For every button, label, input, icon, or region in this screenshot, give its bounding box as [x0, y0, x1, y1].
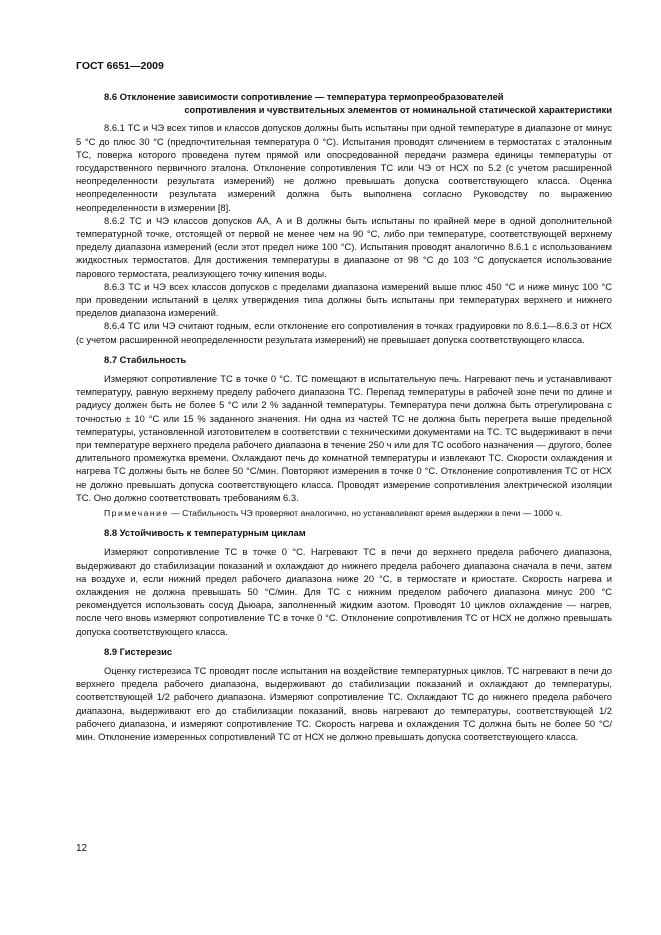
section-8-7-title: 8.7 Стабильность — [104, 353, 187, 365]
paragraph-8-6-3: 8.6.3 ТС и ЧЭ всех классов допусков с пределами диапазона измерений выше плюс 450 °С и ниже минус 100 °С при проведении испытаний в целях утверждения типа должны быть испытаны при температурах верхнего и нижнего пределов диапазона измерений. — [76, 280, 612, 319]
section-8-6-title-line-2: сопротивления и чувствительных элементов от номинальной статической характеристики — [184, 104, 612, 116]
note-8-7 — [76, 507, 612, 519]
paragraph-8-7: Измеряют сопротивление ТС в точке 0 °С. ТС помещают в испытательную печь. Нагревают печь и устанавливают температуру, равную верхнему пределу рабочего диапазона ТС. Перепад температуры в рабочей зоне печи по длине и радиусу должен быть не более 5 °С или 2 % заданной температуры. Температура печи должна быть отрегулирована с точностью ± 10 °С или 15 % заданного значения. Ни одна из частей ТС не должна быть перегрета выше предельной температуры, установленной изготовителем в соответствии с техническими документами на ТС. ТС выдерживают в печи при температуре верхнего предела рабочего диапазона в течение 250 ч или для ТС особого назначения — другого, более длительного промежутка времени. Охлаждают печь до комнатной температуры и извлекают ТС. Скорости охлаждения и нагрева ТС должны быть не более 50 °С/мин. Повторяют измерения в точке 0 °С. Отклонение сопротивления ТС от НСХ не должно превышать допуска соответствующего класса. Проводят измерение сопротивления электрической изоляции ТС. Оно должно соответствовать требованиям 6.3. — [76, 373, 612, 503]
paragraph-8-6-1: 8.6.1 ТС и ЧЭ всех типов и классов допусков должны быть испытаны при одной температуре в диапазоне от минус 5 °С до плюс 30 °С (предпочтительная температура 0 °С). Испытания проводят сличением в термостатах с эталонным ТС, поверка которого проведена путем прямой или опосредованной передачи размера единицы температуры от государственного первичного эталона. Отклонение сопротивления ТС или ЧЭ от НСХ по 5.2 (с учетом расширенной неопределенности результата измерений) не должно превышать допуска соответствующего класса. Оценка неопределенности результата измерений должна быть выполнена согласно Руководству по выражению неопределенности в измерении [8]. — [76, 122, 612, 213]
paragraph-8-9: Оценку гистерезиса ТС проводят после испытания на воздействие температурных циклов. ТС нагревают в печи до верхнего предела рабочего диапазона, выдерживают до стабилизации показаний и охлаждают до температуры, соответствующей 1/2 рабочего диапазона. Измеряют сопротивление ТС. Охлаждают ТС до нижнего предела рабочего диапазона, выдерживают его до стабилизации показаний, вновь нагревают до температуры, соответствующей 1/2 рабочего диапазона, и измеряют сопротивление ТС. Скорость нагрева и охлаждения ТС должна быть не более 50 °С/мин. Отклонение измеренных сопротивлений ТС от НСХ не должно превышать допуска соответствующего класса. — [76, 664, 612, 742]
section-8-8-title: 8.8 Устойчивость к температурным циклам — [104, 527, 306, 539]
page-number: 12 — [76, 843, 88, 854]
section-8-6-title-line-1: 8.6 Отклонение зависимости сопротивление — температура термопреобразователей — [104, 91, 504, 102]
paragraph-8-6-4: 8.6.4 ТС или ЧЭ считают годным, если отклонение его сопротивления в точках градуировки по 8.6.1—8.6.3 от НСХ (с учетом расширенной неопределенности результата измерений) не превышает допуска соответствующего класса. — [76, 320, 612, 345]
document-id: ГОСТ 6651—2009 — [76, 60, 164, 72]
paragraph-8-8: Измеряют сопротивление ТС в точке 0 °С. Нагревают ТС в печи до верхнего предела рабочего диапазона, выдерживают до стабилизации показаний и охлаждают до нижнего предела рабочего диапазона сначала в печи, затем на воздухе и, если нижний предел рабочего диапазона ниже 20 °С, в термостате и криостате. Скорость нагрева и охлаждения не должна превышать 50 °С/мин. Для ТС с нижним пределом рабочего диапазона минус 200 °С рекомендуется использовать сосуд Дьюара, заполненный жидким азотом. Проводят 10 циклов охлаждение — нагрев, после чего вновь измеряют сопротивление ТС в точке 0 °С. Отклонение сопротивления ТС от НСХ не должно превышать допуска соответствующего класса. — [76, 546, 612, 637]
section-8-9-title: 8.9 Гистерезис — [104, 645, 173, 657]
note-label: Примечание — [104, 508, 169, 519]
paragraph-8-6-2: 8.6.2 ТС и ЧЭ классов допусков АА, А и В должны быть испытаны по крайней мере в одной дополнительной температурной точке, отстоящей от первой не менее чем на 90 °С, либо при температуре, соответствующей верхнему пределу диапазона измерений (если этот предел ниже 100 °С). Испытания проводят аналогично 8.6.1 с использованием жидкостных термостатов. Для достижения температуры в диапазоне от 98 °С до 103 °С допускается использование парового термостата, реализующего точку кипения воды. — [76, 214, 612, 279]
document-body — [76, 90, 612, 743]
note-text: — Стабильность ЧЭ проверяют аналогично, но устанавливают время выдержки в печи — 1000 ч. — [168, 508, 563, 519]
